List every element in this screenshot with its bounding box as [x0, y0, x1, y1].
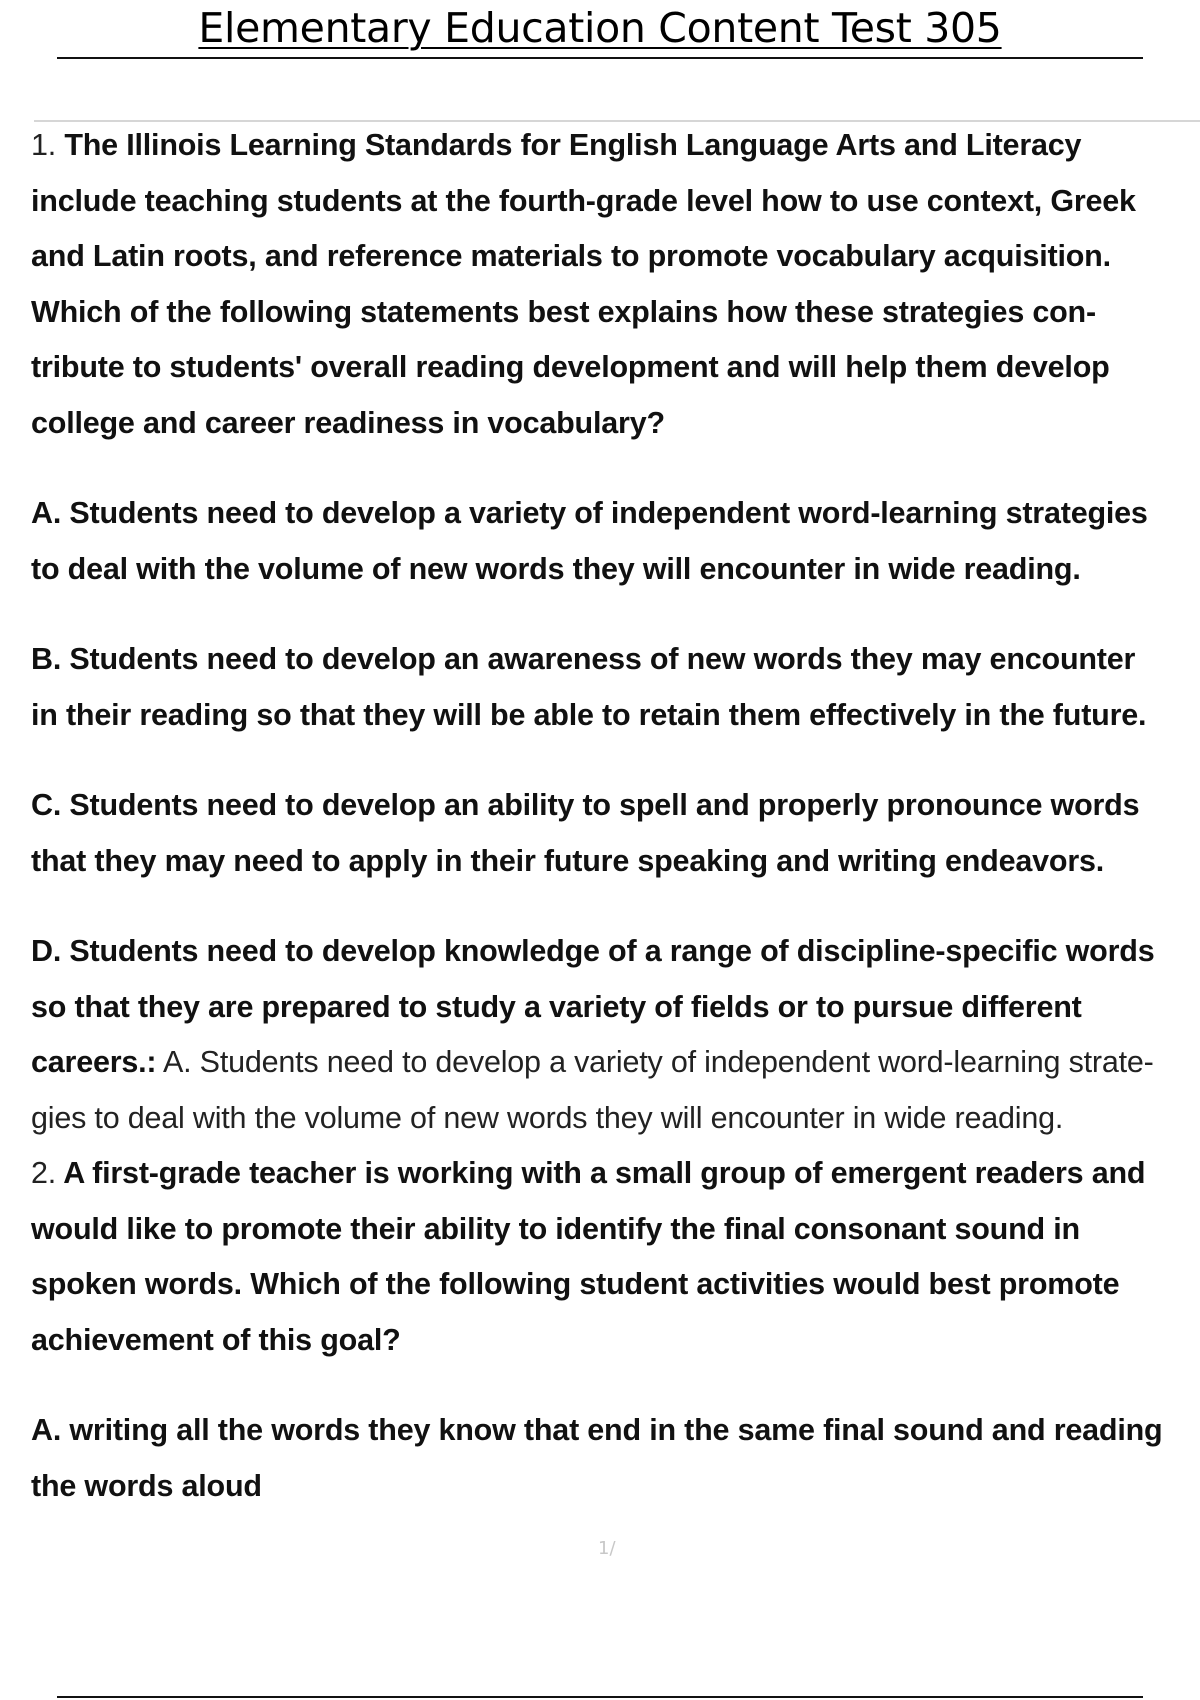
- spacer: [31, 743, 1200, 778]
- question-1-text: The Illinois Learning Standards for English Language Arts and Literacy: [56, 128, 1082, 162]
- option-line: B. Students need to develop an awareness of new words they may encounter: [31, 642, 1136, 676]
- spacer: [31, 1368, 1200, 1403]
- question-2-text: A first-grade teacher is working with a small group of emergent readers and: [56, 1156, 1146, 1190]
- question-2-line: achievement of this goal?: [31, 1322, 401, 1357]
- question-1-option-a: [31, 486, 1200, 597]
- question-1-number: 1.: [31, 128, 57, 162]
- question-2-line: [31, 1146, 1200, 1202]
- footer-rule: [57, 1696, 1143, 1698]
- option-line: A. Students need to develop a variety of independent word-learning strategies: [31, 496, 1148, 530]
- question-1-line: college and career readiness in vocabulary?: [31, 405, 665, 440]
- option-d-ending: careers.:: [31, 1045, 157, 1079]
- option-line: in their reading so that they will be able to retain them effectively in the future.: [31, 697, 1147, 732]
- spacer: [31, 889, 1200, 924]
- question-2: [31, 1146, 1200, 1514]
- answer-text: A. Students need to develop a variety of independent word-learning strate-: [156, 1045, 1154, 1079]
- question-1-option-b: [31, 632, 1200, 743]
- page-title: Elementary Education Content Test 305: [198, 4, 1002, 52]
- option-line: so that they are prepared to study a variety of fields or to pursue different: [31, 989, 1082, 1024]
- option-line: A. writing all the words they know that end in the same final sound and reading: [31, 1413, 1163, 1447]
- question-2-line: spoken words. Which of the following student activities would best promote: [31, 1267, 1120, 1301]
- spacer: [31, 597, 1200, 632]
- option-line: C. Students need to develop an ability to spell and properly pronounce words: [31, 788, 1140, 822]
- question-1-line: tribute to students' overall reading development and will help them develop: [31, 350, 1110, 384]
- question-1-option-d: [31, 924, 1200, 1091]
- question-1-line: Which of the following statements best explains how these strategies con-: [31, 294, 1096, 329]
- spacer: [31, 451, 1200, 486]
- question-1-line: and Latin roots, and reference materials to promote vocabulary acquisition.: [31, 239, 1111, 273]
- question-1-line: include teaching students at the fourth-grade level how to use context, Greek: [31, 183, 1136, 218]
- question-2-option-a: [31, 1403, 1200, 1514]
- question-2-number: 2.: [31, 1156, 57, 1190]
- answer-text: gies to deal with the volume of new words they will encounter in wide reading.: [31, 1100, 1064, 1135]
- question-2-line: would like to promote their ability to identify the final consonant sound in: [31, 1211, 1080, 1246]
- option-line: that they may need to apply in their future speaking and writing endeavors.: [31, 843, 1105, 878]
- option-line: the words aloud: [31, 1468, 262, 1503]
- option-line: to deal with the volume of new words they will encounter in wide reading.: [31, 551, 1081, 586]
- document-body: [31, 118, 1200, 1514]
- page-number: 1/: [598, 1538, 616, 1559]
- question-1-line: [31, 118, 1200, 174]
- question-1: [31, 118, 1200, 1146]
- option-line: D. Students need to develop knowledge of a range of discipline-specific words: [31, 934, 1155, 968]
- title-underline-rule: [57, 57, 1143, 59]
- question-1-option-c: [31, 778, 1200, 889]
- option-line-with-answer: [31, 1035, 1200, 1091]
